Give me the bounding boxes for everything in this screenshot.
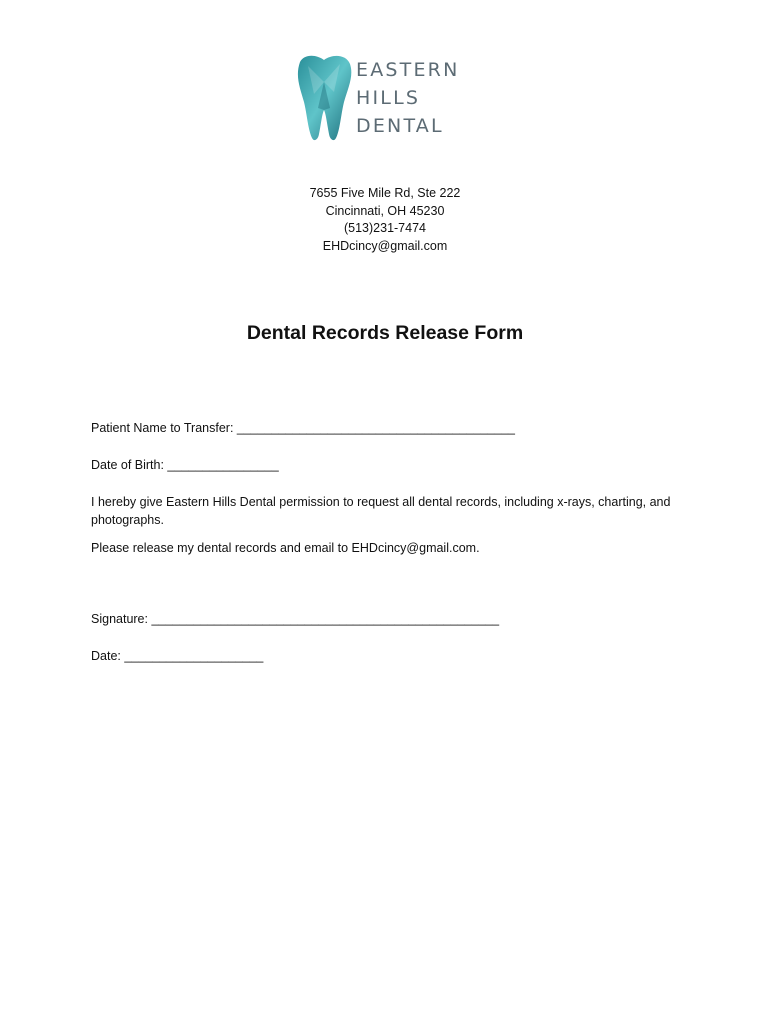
date-field[interactable]: Date: ____________________ [91, 649, 264, 663]
address-street: 7655 Five Mile Rd, Ste 222 [309, 186, 461, 200]
date-of-birth-field[interactable]: Date of Birth: ________________ [91, 458, 279, 472]
practice-address [0, 185, 770, 255]
tooth-icon [294, 52, 354, 144]
address-city: Cincinnati, OH 45230 [325, 203, 445, 218]
address-email: EHDcincy@gmail.com [322, 238, 448, 253]
form-title: Dental Records Release Form [246, 322, 524, 344]
release-statement: Please release my dental records and email to EHDcincy@gmail.com. [91, 541, 480, 555]
address-phone: (513)231-7474 [343, 221, 426, 236]
logo-wordmark [356, 56, 460, 140]
permission-statement: I hereby give Eastern Hills Dental permission to request all dental records, including x-rays, charting, and photographs. [91, 495, 671, 527]
logo-line-hills: HILLS [356, 87, 421, 109]
logo-line-dental: DENTAL [356, 115, 444, 137]
practice-logo [294, 52, 460, 144]
logo-line-eastern: EASTERN [356, 59, 460, 81]
patient-name-field[interactable]: Patient Name to Transfer: ________________________________________ [91, 421, 515, 435]
signature-field[interactable]: Signature: __________________________________________________ [91, 612, 500, 626]
